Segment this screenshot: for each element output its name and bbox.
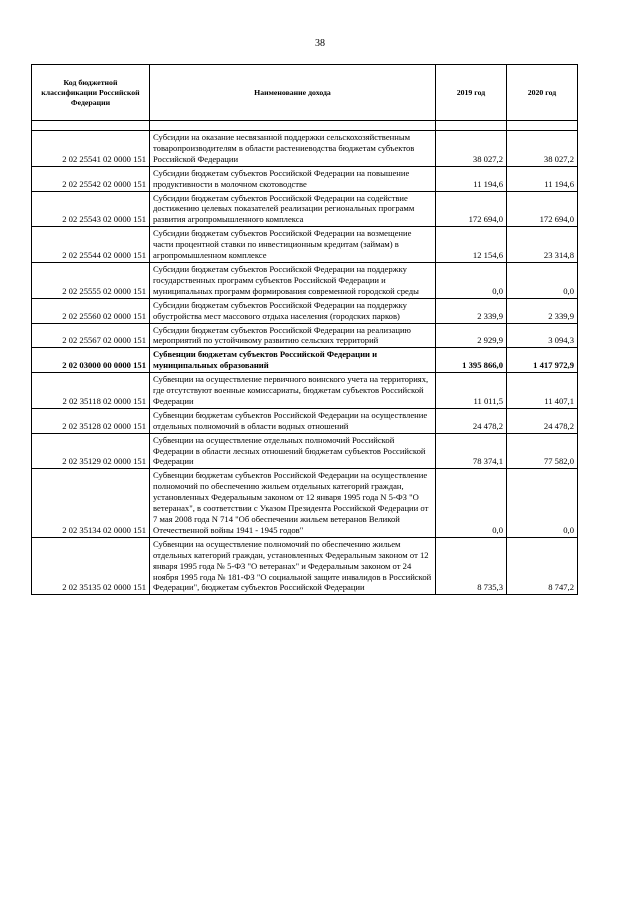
budget-code-cell: 2 02 25542 02 0000 151 xyxy=(32,166,150,191)
amount-2019-cell: 11 011,5 xyxy=(436,373,507,409)
amount-2019-cell: 2 929,9 xyxy=(436,323,507,348)
table-row xyxy=(32,373,578,409)
amount-2019-cell: 0,0 xyxy=(436,262,507,298)
amount-2020-cell: 1 417 972,9 xyxy=(507,348,578,373)
amount-2019-cell: 8 735,3 xyxy=(436,537,507,595)
amount-2019-cell: 0,0 xyxy=(436,469,507,537)
income-name-cell: Субсидии бюджетам субъектов Российской Федерации на поддержку обустройства мест массового отдыха населения (городских парков) xyxy=(150,298,436,323)
amount-2019-cell: 12 154,6 xyxy=(436,227,507,263)
amount-2020-cell: 8 747,2 xyxy=(507,537,578,595)
table-row xyxy=(32,348,578,373)
budget-income-table xyxy=(31,64,578,595)
spacer-cell xyxy=(32,121,150,131)
column-header-code: Код бюджетной классификации Российской Федерации xyxy=(32,65,150,121)
income-name-cell: Субвенции бюджетам субъектов Российской Федерации на осуществление полномочий по обеспечению жильем отдельных категорий граждан, установленных Федеральным законом от 12 января 1995 года N 5-ФЗ "О ветеранах", в соответствии с Указом Президента Российской Федерации от 7 мая 2008 года N 714 "Об обеспечении жильем ветеранов Великой Отечественной войны 1941 - 1945 годов" xyxy=(150,469,436,537)
budget-code-cell: 2 02 35134 02 0000 151 xyxy=(32,469,150,537)
budget-code-cell: 2 02 25567 02 0000 151 xyxy=(32,323,150,348)
page-number: 38 xyxy=(315,38,325,49)
table-row xyxy=(32,191,578,227)
table-row xyxy=(32,433,578,469)
column-header-2019: 2019 год xyxy=(436,65,507,121)
amount-2020-cell: 11 407,1 xyxy=(507,373,578,409)
table-row xyxy=(32,227,578,263)
amount-2020-cell: 77 582,0 xyxy=(507,433,578,469)
amount-2019-cell: 2 339,9 xyxy=(436,298,507,323)
income-name-cell: Субвенции бюджетам субъектов Российской Федерации и муниципальных образований xyxy=(150,348,436,373)
table-row xyxy=(32,537,578,595)
table-row xyxy=(32,298,578,323)
budget-code-cell: 2 02 25555 02 0000 151 xyxy=(32,262,150,298)
budget-code-cell: 2 02 25543 02 0000 151 xyxy=(32,191,150,227)
income-name-cell: Субвенции на осуществление полномочий по обеспечению жильем отдельных категорий граждан, установленных Федеральным законом от 12 января 1995 года № 5-ФЗ "О ветеранах" и Федеральным законом от 24 ноября 1995 года № 181-ФЗ "О социальной защите инвалидов в Российской Федерации", бюджетам субъектов Российской Федерации xyxy=(150,537,436,595)
amount-2020-cell: 11 194,6 xyxy=(507,166,578,191)
table-row xyxy=(32,469,578,537)
amount-2020-cell: 23 314,8 xyxy=(507,227,578,263)
amount-2019-cell: 1 395 866,0 xyxy=(436,348,507,373)
amount-2019-cell: 172 694,0 xyxy=(436,191,507,227)
spacer-cell xyxy=(150,121,436,131)
table-header-row xyxy=(32,65,578,121)
amount-2020-cell: 0,0 xyxy=(507,262,578,298)
table-body xyxy=(32,121,578,595)
column-header-name: Наименование дохода xyxy=(150,65,436,121)
income-name-cell: Субвенции на осуществление первичного воинского учета на территориях, где отсутствуют военные комиссариаты, бюджетам субъектов Российской Федерации xyxy=(150,373,436,409)
budget-code-cell: 2 02 25541 02 0000 151 xyxy=(32,131,150,167)
income-name-cell: Субвенции на осуществление отдельных полномочий Российской Федерации в области лесных отношений бюджетам субъектов Российской Федерации xyxy=(150,433,436,469)
income-name-cell: Субсидии бюджетам субъектов Российской Федерации на возмещение части процентной ставки по инвестиционным кредитам (займам) в агропромышленном комплексе xyxy=(150,227,436,263)
budget-code-cell: 2 02 25544 02 0000 151 xyxy=(32,227,150,263)
amount-2019-cell: 24 478,2 xyxy=(436,408,507,433)
column-header-2020: 2020 год xyxy=(507,65,578,121)
budget-code-cell: 2 02 25560 02 0000 151 xyxy=(32,298,150,323)
income-name-cell: Субсидии бюджетам субъектов Российской Федерации на содействие достижению целевых показателей реализации региональных программ развития агропромышленного комплекса xyxy=(150,191,436,227)
table-row xyxy=(32,131,578,167)
spacer-row xyxy=(32,121,578,131)
budget-code-cell: 2 02 35128 02 0000 151 xyxy=(32,408,150,433)
budget-code-cell: 2 02 35129 02 0000 151 xyxy=(32,433,150,469)
spacer-cell xyxy=(436,121,507,131)
amount-2020-cell: 2 339,9 xyxy=(507,298,578,323)
table-row xyxy=(32,262,578,298)
amount-2020-cell: 38 027,2 xyxy=(507,131,578,167)
amount-2019-cell: 38 027,2 xyxy=(436,131,507,167)
budget-code-cell: 2 02 35135 02 0000 151 xyxy=(32,537,150,595)
budget-code-cell: 2 02 35118 02 0000 151 xyxy=(32,373,150,409)
table-row xyxy=(32,166,578,191)
spacer-cell xyxy=(507,121,578,131)
income-name-cell: Субсидии бюджетам субъектов Российской Федерации на реализацию мероприятий по устойчивому развитию сельских территорий xyxy=(150,323,436,348)
amount-2020-cell: 3 094,3 xyxy=(507,323,578,348)
budget-code-cell: 2 02 03000 00 0000 151 xyxy=(32,348,150,373)
amount-2019-cell: 11 194,6 xyxy=(436,166,507,191)
income-name-cell: Субсидии на оказание несвязанной поддержки сельскохозяйственным товаропроизводителям в области растениеводства бюджетам субъектов Российской Федерации xyxy=(150,131,436,167)
table-row xyxy=(32,408,578,433)
income-name-cell: Субвенции бюджетам субъектов Российской Федерации на осуществление отдельных полномочий в области водных отношений xyxy=(150,408,436,433)
income-name-cell: Субсидии бюджетам субъектов Российской Федерации на повышение продуктивности в молочном скотоводстве xyxy=(150,166,436,191)
amount-2020-cell: 24 478,2 xyxy=(507,408,578,433)
amount-2019-cell: 78 374,1 xyxy=(436,433,507,469)
income-name-cell: Субсидии бюджетам субъектов Российской Федерации на поддержку государственных программ субъектов Российской Федерации и муниципальных программ формирования современной городской среды xyxy=(150,262,436,298)
table-row xyxy=(32,323,578,348)
amount-2020-cell: 0,0 xyxy=(507,469,578,537)
amount-2020-cell: 172 694,0 xyxy=(507,191,578,227)
